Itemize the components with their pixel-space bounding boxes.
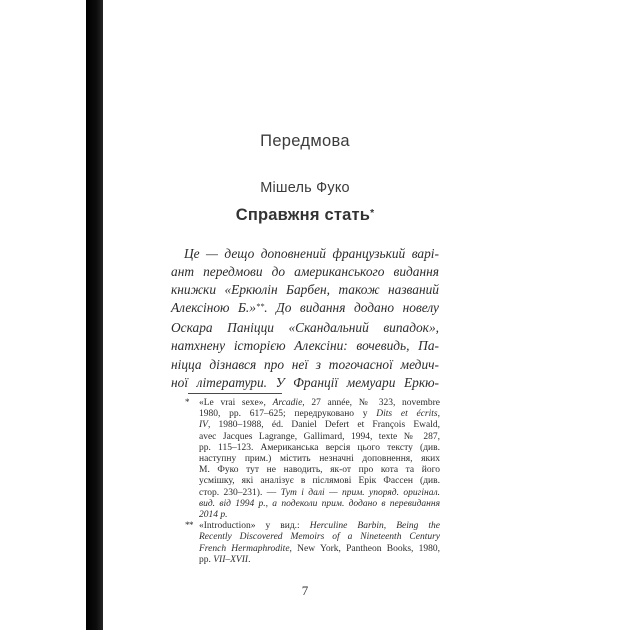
body-line: натхнену історією Алексіни: вочевидь, Па- [171,338,439,354]
footnote-line: «Le vrai sexe», Arcadie, 27 année, № 323, novembre [199,398,441,408]
footnote-line: 1980, pp. 617–625; передруковано у Dits et écrits, [199,409,440,420]
footnote-line: Recently Discovered Memoirs of a Nineteenth Century [199,532,440,543]
body-line: книжки «Еркюлін Барбен, також названий [171,282,439,298]
body-line: Алексіною Б.»**. До видання додано новелу [171,300,439,316]
footnote-line: усмішку, які аналізує в післямові Ерік Фассен (див. [199,476,440,487]
body-line: ант передмови до американського видання [171,264,439,280]
footnote-1-text [199,398,440,521]
footnote-1 [171,398,439,521]
footnote-line: стор. 230–231). — Тут і далі — прим. упоряд. оригінал. [199,487,440,498]
body-line: Це — дещо доповнений французький варі- [184,246,439,261]
section-heading: Передмова [260,132,350,150]
footnote-line: наступну прим.) містить незначні доповнення, яких [199,454,440,465]
footnote-marker-1: * [185,397,189,407]
footnote-line: вид. від 1994 р., а подеколи прим. додано в перевидання [199,498,440,509]
book-spine-edge [86,0,103,630]
body-line: ніцца дізнався про неї з тогочасної медич- [171,356,439,372]
body-paragraph [171,245,439,392]
body-line: Оскара Паніцци «Скандальний випадок», [171,320,439,336]
chapter-title-text: Справжня стать [235,206,371,224]
footnote-line: French Hermaphrodite, New York, Pantheon Books, 1980, [199,543,440,554]
author-heading: Мішель Фуко [260,180,350,196]
footnote-line: pp. VII–XVII. [199,554,251,565]
footnote-2 [171,521,439,566]
footnotes-block [171,398,439,566]
body-line: ної літератури. У Франції мемуари Еркю- [171,374,439,390]
footnote-marker-2: ** [185,520,193,531]
footnote-line: IV, 1980–1988, éd. Daniel Defert et François Ewald, [199,420,440,431]
chapter-title-footnote-marker: * [370,207,375,219]
footnote-separator [188,393,282,394]
footnote-line: «Introduction» у вид.: Herculine Barbin, Being the [199,521,440,532]
footnote-line: pp. 115–123. Американська версія цього тексту (див. [199,442,440,453]
page-number: 7 [301,583,309,598]
chapter-title [171,205,439,228]
footnote-2-text [199,521,440,566]
footnote-line: М. Фуко тут не наводить, як-от про кота та його [199,465,440,476]
footnote-line: avec Jacques Lagrange, Gallimard, 1994, texte № 287, [199,431,440,442]
footnote-line: 2014 р. [199,510,228,521]
